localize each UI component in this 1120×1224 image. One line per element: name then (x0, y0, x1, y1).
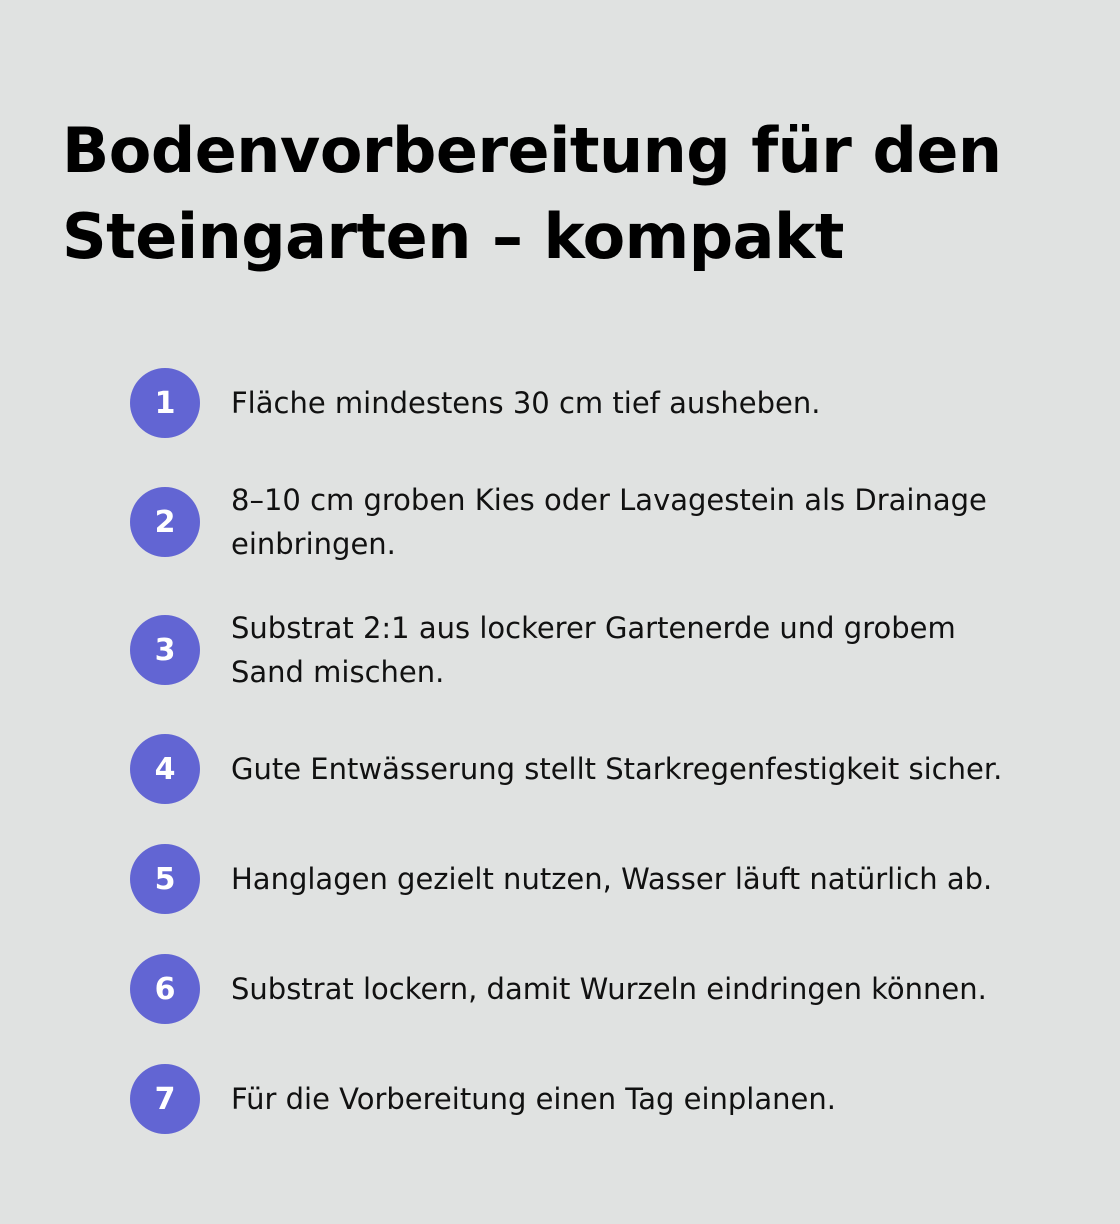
list-item (130, 734, 1050, 804)
step-text: Fläche mindestens 30 cm tief ausheben. (231, 386, 821, 420)
step-text: Substrat 2:1 aus lockerer Gartenerde und grobem Sand mischen. (231, 611, 956, 689)
list-item (130, 478, 1050, 566)
list-item (130, 844, 1050, 914)
step-number-badge: 6 (130, 954, 200, 1024)
step-number-badge: 1 (130, 368, 200, 438)
list-item (130, 368, 1050, 438)
step-number-badge: 7 (130, 1064, 200, 1134)
list-item (130, 1064, 1050, 1134)
step-text: 8–10 cm groben Kies oder Lavagestein als Drainage einbringen. (231, 483, 987, 561)
step-number-badge: 2 (130, 487, 200, 557)
step-number-badge: 3 (130, 615, 200, 685)
page-title: Bodenvorbereitung für den Steingarten – kompakt (62, 114, 1002, 273)
list-item (130, 606, 1050, 694)
step-number-badge: 4 (130, 734, 200, 804)
step-text: Hanglagen gezielt nutzen, Wasser läuft natürlich ab. (231, 862, 993, 896)
step-text: Substrat lockern, damit Wurzeln eindringen können. (231, 972, 987, 1006)
step-text: Gute Entwässerung stellt Starkregenfestigkeit sicher. (231, 752, 1003, 786)
step-text: Für die Vorbereitung einen Tag einplanen. (231, 1082, 836, 1116)
step-number-badge: 5 (130, 844, 200, 914)
list-item (130, 954, 1050, 1024)
